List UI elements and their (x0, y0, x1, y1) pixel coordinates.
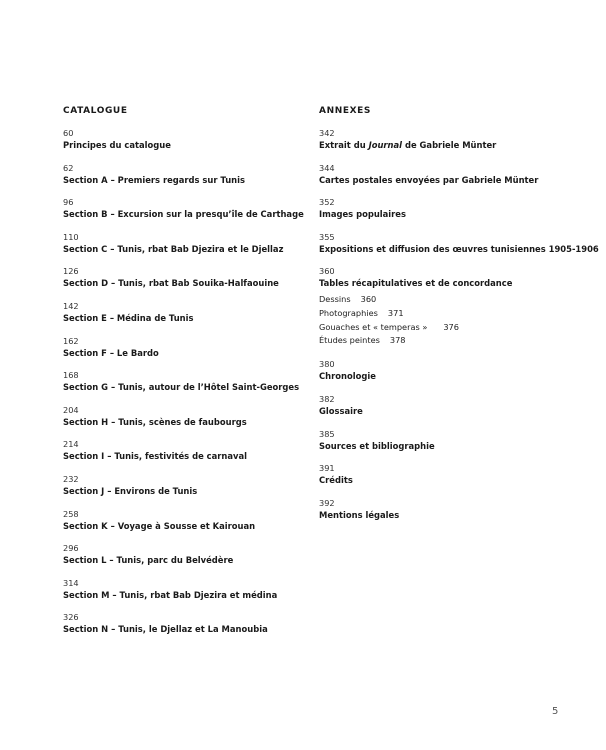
toc-entry-tables[interactable] (319, 266, 589, 347)
entry-page-number: 62 (63, 162, 74, 173)
catalogue-heading: CATALOGUE (63, 106, 128, 116)
entry-page-number: 360 (319, 266, 335, 277)
entry-title: Chronologie (319, 371, 376, 382)
toc-entry[interactable] (63, 509, 293, 532)
toc-entry[interactable] (319, 498, 589, 521)
entry-page-number: 168 (63, 370, 79, 381)
sub-item-photographies[interactable]: Photographies 371 (319, 307, 404, 318)
toc-entry[interactable] (319, 163, 589, 186)
entry-title: Section D – Tunis, rbat Bab Souika-Halfaouine (63, 278, 279, 289)
toc-entry[interactable] (63, 128, 293, 151)
entry-page-number: 96 (63, 197, 74, 208)
page-number: 5 (552, 706, 559, 717)
catalogue-list (63, 128, 304, 635)
entry-page-number: 342 (319, 128, 335, 138)
entry-page-number: 385 (319, 428, 335, 439)
catalogue-column (63, 106, 304, 647)
entry-title: Expositions et diffusion des œuvres tunisiennes 1905-1906 (319, 243, 599, 254)
entry-page-number: 214 (63, 439, 79, 450)
entry-page-number: 296 (63, 543, 79, 554)
entry-title: Section N – Tunis, le Djellaz et La Manoubia (63, 624, 268, 635)
toc-entry[interactable] (319, 463, 589, 486)
entry-page-number: 314 (63, 577, 79, 588)
entry-title: Section G – Tunis, autour de l’Hôtel Saint-Georges (63, 382, 300, 393)
toc-entry[interactable] (63, 439, 293, 462)
entry-page-number: 60 (63, 128, 74, 138)
entry-title: Crédits (319, 475, 353, 486)
entry-title: Images populaires (319, 209, 406, 220)
toc-entry[interactable] (319, 429, 589, 452)
toc-entry[interactable] (319, 394, 589, 417)
toc-entry[interactable] (319, 359, 589, 382)
entry-page-number: 110 (63, 231, 79, 242)
entry-title: Section F – Le Bardo (63, 347, 159, 358)
toc-entry[interactable] (63, 474, 293, 497)
entry-page-number: 392 (319, 497, 335, 508)
entry-title: Sources et bibliographie (319, 440, 435, 451)
toc-entry[interactable] (319, 231, 599, 255)
entry-title: Section B – Excursion sur la presqu’île de Carthage (63, 209, 304, 220)
entry-page-number: 204 (63, 404, 79, 415)
entry-title: Section L – Tunis, parc du Belvédère (63, 555, 234, 566)
toc-entry[interactable] (63, 370, 300, 393)
entry-page-number: 382 (319, 393, 335, 404)
entry-page-number: 258 (63, 508, 79, 519)
entry-title: Mentions légales (319, 509, 400, 520)
entry-page-number: 232 (63, 473, 79, 484)
entry-page-number: 162 (63, 335, 79, 346)
toc-entry[interactable] (63, 336, 293, 359)
entry-title: Cartes postales envoyées par Gabriele Münter (319, 174, 539, 185)
annexes-list-a (319, 162, 599, 255)
toc-entry[interactable] (63, 163, 293, 186)
journal-italic: Journal (368, 140, 403, 150)
toc-entry-journal[interactable] (319, 128, 589, 151)
annexes-column (319, 106, 599, 532)
toc-entry[interactable] (63, 301, 293, 324)
entry-title: Section J – Environs de Tunis (63, 485, 198, 496)
toc-entry[interactable] (63, 405, 293, 428)
entry-title: Section K – Voyage à Sousse et Kairouan (63, 520, 256, 531)
toc-entry[interactable] (63, 197, 304, 220)
entry-page-number: 391 (319, 463, 335, 474)
entry-title: Section M – Tunis, rbat Bab Djezira et médina (63, 589, 278, 600)
entry-title: Section C – Tunis, rbat Bab Djezira et le Djellaz (63, 243, 284, 254)
entry-title: Glossaire (319, 405, 363, 416)
annexes-list-b (319, 359, 589, 520)
entry-page-number: 126 (63, 266, 79, 277)
entry-page-number: 352 (319, 197, 335, 208)
entry-page-number: 326 (63, 612, 79, 623)
entry-title: Tables récapitulatives et de concordance (319, 278, 513, 289)
sub-item-dessins[interactable]: Dessins 360 (319, 294, 377, 305)
toc-entry[interactable] (63, 578, 293, 601)
toc-entry[interactable] (63, 543, 293, 566)
entry-title: Principes du catalogue (63, 140, 171, 150)
entry-title: Section H – Tunis, scènes de faubourgs (63, 416, 247, 427)
annexes-heading: ANNEXES (319, 106, 371, 116)
entry-page-number: 380 (319, 359, 335, 370)
toc-entry[interactable] (63, 612, 293, 635)
sub-item-gouaches[interactable]: Gouaches et « temperas » 376 (319, 321, 459, 332)
toc-entry[interactable] (63, 266, 293, 289)
entry-page-number: 344 (319, 162, 335, 173)
entry-page-number: 355 (319, 231, 335, 242)
entry-page-number: 142 (63, 300, 79, 311)
entry-title: Extrait du Journal de Gabriele Münter (319, 140, 497, 150)
toc-entry[interactable] (63, 232, 293, 255)
entry-title: Section A – Premiers regards sur Tunis (63, 174, 245, 185)
toc-entry[interactable] (319, 197, 589, 220)
sub-item-etudes[interactable]: Études peintes 378 (319, 335, 406, 346)
entry-title: Section E – Médina de Tunis (63, 312, 194, 323)
tables-sub-list (319, 293, 589, 347)
entry-title: Section I – Tunis, festivités de carnaval (63, 451, 248, 462)
